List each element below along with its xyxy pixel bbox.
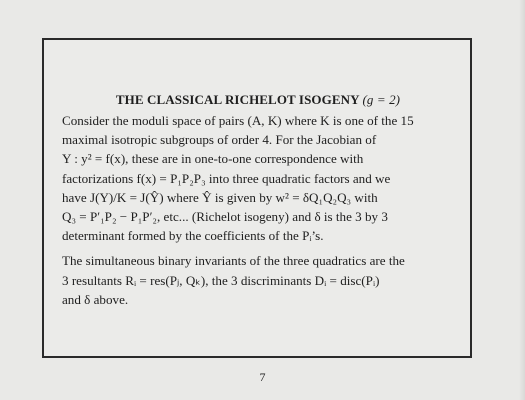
slide-title — [62, 92, 454, 108]
paragraph-moduli-space — [62, 111, 454, 245]
paragraph-2-line-2: 3 resultants Rᵢ = res(Pⱼ, Qₖ), the 3 discriminants Dᵢ = disc(Pᵢ) — [62, 272, 380, 288]
paragraph-1-line-7: determinant formed by the coefficients of the Pᵢ’s. — [62, 228, 324, 244]
paragraph-invariants — [62, 251, 454, 309]
slide-title-genus: (g = 2) — [362, 92, 401, 107]
paragraph-2-line-1: The simultaneous binary invariants of the three quadratics are the — [62, 253, 405, 269]
paragraph-1-line-6: Q₃ = P′₁P₂ − P₁P′₂, etc... (Richelot isogeny) and δ is the 3 by 3 — [62, 209, 388, 225]
scan-edge-shadow — [519, 0, 525, 400]
paragraph-1-line-3: Y : y² = f(x), these are in one-to-one correspondence with — [62, 151, 364, 167]
slide-frame — [42, 38, 472, 358]
paragraph-1-line-4: factorizations f(x) = P₁P₂P₃ into three quadratic factors and we — [62, 170, 391, 186]
paragraph-1-line-2: maximal isotropic subgroups of order 4. For the Jacobian of — [62, 132, 377, 148]
paragraph-1-line-1: Consider the moduli space of pairs (A, K) where K is one of the 15 — [62, 113, 414, 128]
page-number: 7 — [259, 370, 266, 384]
slide-title-text: THE CLASSICAL RICHELOT ISOGENY — [115, 92, 360, 107]
slide-content — [62, 92, 454, 309]
paragraph-2-line-3: and δ above. — [62, 291, 129, 307]
paragraph-1-line-5: have J(Y)/K = J(Ŷ) where Ŷ is given by w² = δQ₁Q₂Q₃ with — [62, 189, 378, 205]
